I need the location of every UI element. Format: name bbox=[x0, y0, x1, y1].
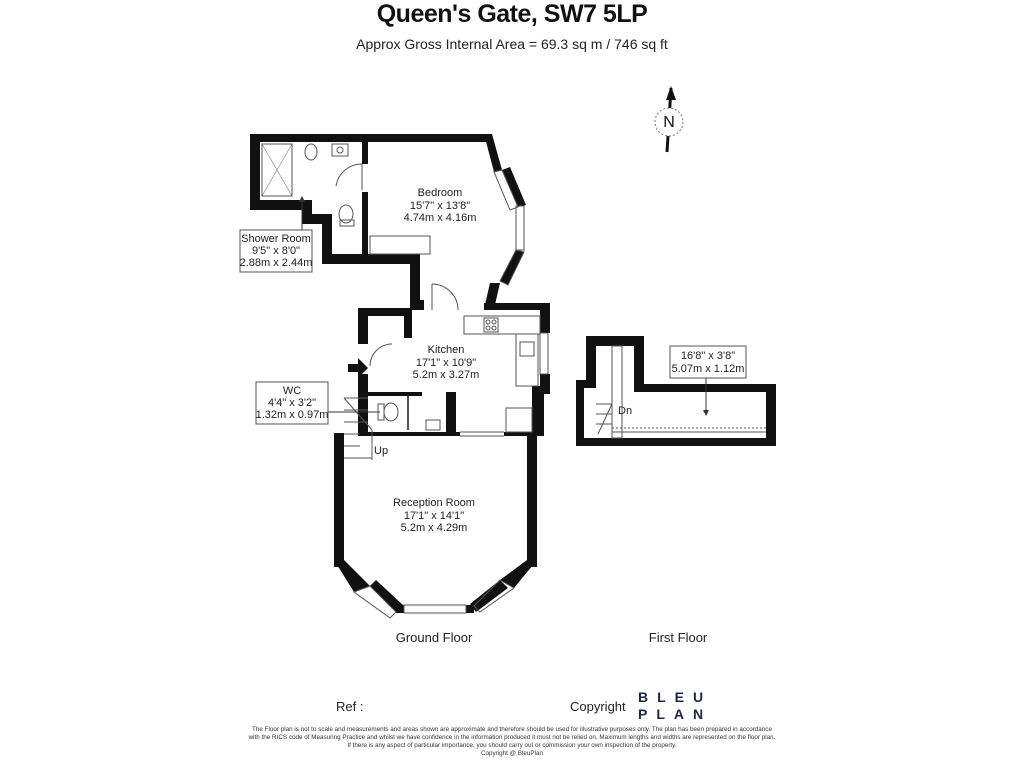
bedroom-metric: 4.74m x 4.16m bbox=[403, 212, 477, 224]
bleuplan-logo bbox=[638, 689, 712, 723]
ground-floor-label: Ground Floor bbox=[395, 630, 473, 645]
shower-room-imperial: 9'5" x 8'0" bbox=[251, 245, 301, 257]
kitchen-name: Kitchen bbox=[427, 344, 465, 356]
shower-room-label-box bbox=[240, 230, 313, 272]
stairs-up-label: Up bbox=[374, 445, 389, 457]
stairs-down-label: Dn bbox=[618, 405, 633, 417]
compass-icon bbox=[655, 86, 683, 152]
shower-room-name: Shower Room bbox=[241, 233, 311, 245]
disclaimer bbox=[180, 726, 844, 758]
ref-label: Ref : bbox=[336, 699, 364, 714]
wc-imperial: 4'4" x 3'2" bbox=[267, 397, 317, 409]
disclaimer-line-4: Copyright @ BleuPlan bbox=[480, 750, 544, 757]
reception-imperial: 17'1" x 14'1" bbox=[403, 510, 465, 522]
area-subtitle: Approx Gross Internal Area = 69.3 sq m / 746 sq ft bbox=[356, 36, 668, 52]
wc-metric: 1.32m x 0.97m bbox=[255, 409, 329, 421]
first-floor-room-imperial: 16'8" x 3'8" bbox=[680, 350, 736, 362]
logo-line-1: BLEU bbox=[638, 689, 713, 705]
plan-title: Queen's Gate, SW7 5LP bbox=[376, 0, 648, 28]
disclaimer-line-2: with the RICS code of Measuring Practice and whilst we have confidence in the information produced it must not be relied on. Maximum lengths and widths are represented on the floor plan. bbox=[248, 734, 776, 741]
first-floor-label-box bbox=[670, 346, 746, 378]
kitchen-metric: 5.2m x 3.27m bbox=[412, 369, 480, 381]
bedroom-imperial: 15'7" x 13'8" bbox=[409, 200, 471, 212]
kitchen-imperial: 17'1" x 10'9" bbox=[415, 357, 477, 369]
compass-letter: N bbox=[663, 114, 675, 131]
disclaimer-line-3: If there is any aspect of particular importance, you should carry out or commission your own inspection of the property. bbox=[347, 742, 677, 749]
wc-name: WC bbox=[282, 385, 302, 397]
ground-floor-plan bbox=[250, 134, 550, 613]
reception-name: Reception Room bbox=[393, 497, 475, 509]
disclaimer-line-1: The Floor plan is not to scale and measurements and areas shown are approximate and therefore should be used for illustrative purposes only. The plan has been prepared in accordance bbox=[252, 726, 772, 733]
logo-line-2: PLAN bbox=[638, 706, 713, 722]
reception-metric: 5.2m x 4.29m bbox=[400, 522, 468, 534]
shower-room-metric: 2.88m x 2.44m bbox=[239, 257, 313, 269]
first-floor-room-metric: 5.07m x 1.12m bbox=[671, 363, 745, 375]
copyright-label: Copyright bbox=[570, 699, 626, 714]
first-floor-label: First Floor bbox=[648, 630, 708, 645]
bedroom-name: Bedroom bbox=[417, 187, 463, 199]
